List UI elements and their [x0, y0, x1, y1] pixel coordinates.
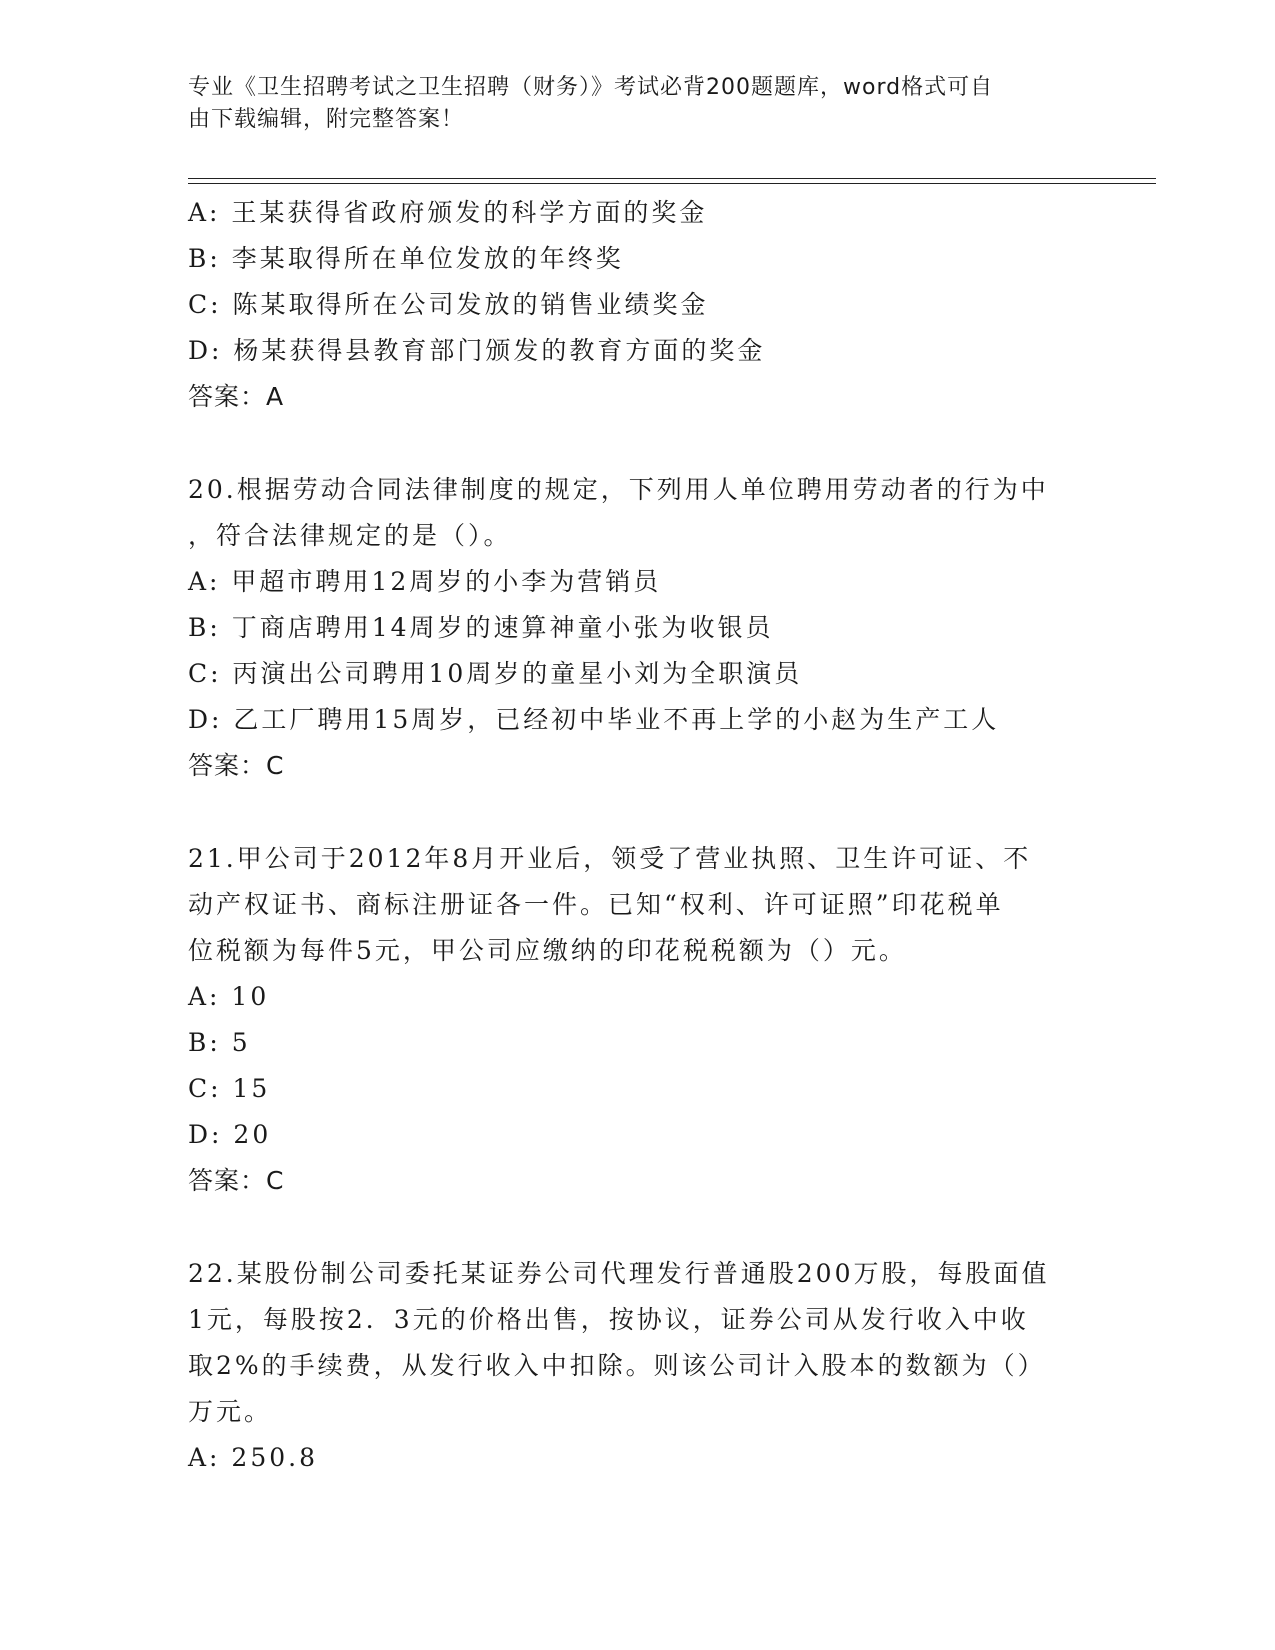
- question-text-line: ，符合法律规定的是（）。: [188, 521, 512, 550]
- option-d: D: 20: [188, 1120, 272, 1149]
- header-title-line-2: 由下载编辑，附完整答案！: [188, 107, 465, 132]
- option-b: B: 丁商店聘用14周岁的速算神童小张为收银员: [188, 613, 774, 642]
- option-b: B: 李某取得所在单位发放的年终奖: [188, 244, 624, 273]
- question-19-tail: [188, 190, 1088, 420]
- spacer: [188, 420, 1088, 467]
- document-header: [188, 72, 1088, 136]
- answer: 答案：C: [188, 751, 285, 780]
- header-divider-top: [188, 178, 1156, 179]
- option-c: C: 丙演出公司聘用10周岁的童星小刘为全职演员: [188, 659, 803, 688]
- question-text-line: 万元。: [188, 1397, 273, 1426]
- question-21: [188, 836, 1088, 1204]
- answer: 答案：C: [188, 1166, 285, 1195]
- spacer: [188, 1204, 1088, 1251]
- question-22: [188, 1251, 1088, 1481]
- option-a: A: 10: [188, 982, 270, 1011]
- option-a: A: 王某获得省政府颁发的科学方面的奖金: [188, 198, 708, 227]
- spacer: [188, 789, 1088, 836]
- question-20: [188, 467, 1088, 789]
- option-c: C: 陈某取得所在公司发放的销售业绩奖金: [188, 290, 709, 319]
- option-b: B: 5: [188, 1028, 251, 1057]
- question-text-line: 取2%的手续费，从发行收入中扣除。则该公司计入股本的数额为（）: [188, 1351, 1046, 1380]
- option-d: D: 乙工厂聘用15周岁，已经初中毕业不再上学的小赵为生产工人: [188, 705, 1000, 734]
- header-title-line-1: 专业《卫生招聘考试之卫生招聘（财务）》考试必背200题题库，word格式可自: [188, 75, 994, 100]
- option-d: D: 杨某获得县教育部门颁发的教育方面的奖金: [188, 336, 766, 365]
- header-divider-bottom: [188, 183, 1156, 184]
- question-text-line: 21.甲公司于2012年8月开业后，领受了营业执照、卫生许可证、不: [188, 844, 1032, 873]
- question-text-line: 20.根据劳动合同法律制度的规定，下列用人单位聘用劳动者的行为中: [188, 475, 1049, 504]
- question-text-line: 动产权证书、商标注册证各一件。已知“权利、许可证照”印花税单: [188, 890, 1004, 919]
- question-text-line: 位税额为每件5元，甲公司应缴纳的印花税税额为（）元。: [188, 936, 907, 965]
- question-text-line: 22.某股份制公司委托某证券公司代理发行普通股200万股，每股面值: [188, 1259, 1050, 1288]
- question-list: [188, 190, 1088, 1481]
- option-a: A: 甲超市聘用12周岁的小李为营销员: [188, 567, 662, 596]
- question-text-line: 1元，每股按2．3元的价格出售，按协议，证券公司从发行收入中收: [188, 1305, 1029, 1334]
- answer: 答案：A: [188, 382, 285, 411]
- option-c: C: 15: [188, 1074, 271, 1103]
- option-a: A: 250.8: [188, 1443, 318, 1472]
